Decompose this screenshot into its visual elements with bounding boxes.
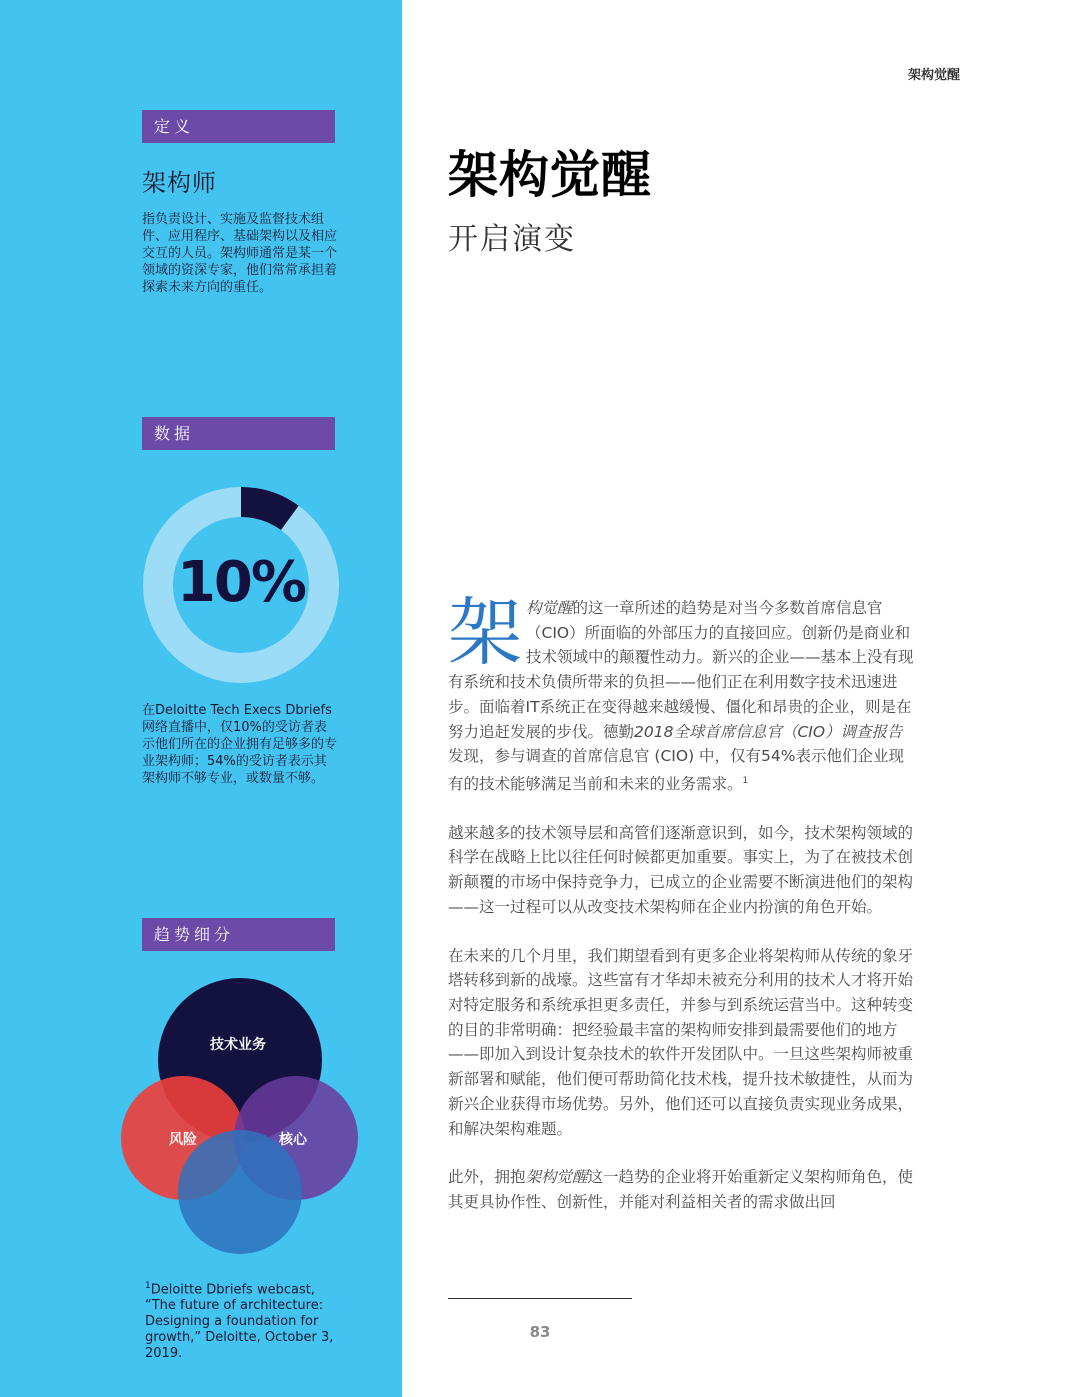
paragraph-1-text-b: 发现，参与调查的首席信息官 (CIO) 中，仅有54%表示他们企业现有的技术能够满足当前和未来的业务需求。	[448, 747, 904, 794]
definition-body: 指负责设计、实施及监督技术组件、应用程序、基础架构以及相应交互的人员。架构师通常是某一个领域的资深专家，他们常常承担着探索未来方向的重任。	[142, 212, 338, 295]
venn-diagram	[120, 978, 360, 1258]
paragraph-4-text-a: 此外，拥抱	[448, 1168, 526, 1187]
venn-label-tech-business: 技术业务	[210, 1037, 266, 1053]
trends-tag: 趋势细分	[142, 918, 335, 951]
footnote-text: Deloitte Dbriefs webcast, “The future of architecture: Designing a foundation for growth,” Deloitte, October 3, 2019.	[145, 1282, 334, 1362]
venn-label-core: 核心	[279, 1132, 307, 1148]
article-body	[448, 590, 918, 1239]
venn-label-risk: 风险	[169, 1132, 197, 1148]
paragraph-4-text-b: 这一趋势的企业将开始重新定义架构师角色，使其更具协作性、创新性，并能对利益相关者的需求做出回	[448, 1168, 914, 1211]
paragraph-1-footnote-ref: 1	[742, 775, 749, 786]
paragraph-3: 在未来的几个月里，我们期望看到有更多企业将架构师从传统的象牙塔转移到新的战壕。这些富有才华却未被充分利用的技术人才将开始对特定服务和系统承担更多责任，并参与到系统运营当中。这种转变的目的非常明确：把经验最丰富的架构师安排到最需要他们的地方——即加入到设计复杂技术的软件开发团队中。一旦这些架构师被重新部署和赋能，他们便可帮助简化技术栈，提升技术敏捷性，从而为新兴企业获得市场优势。另外，他们还可以直接负责实现业务成果，和解决架构难题。	[448, 946, 914, 1138]
page-subtitle: 开启演变	[448, 222, 576, 257]
venn-circle-bottom	[178, 1130, 302, 1254]
paragraph-4-italic: 架构觉醒	[525, 1168, 588, 1187]
paragraph-1-report-ref: 2018全球首席信息官（CIO）调查报告	[634, 722, 903, 741]
running-head: 架构觉醒	[907, 68, 960, 83]
footnote	[145, 1278, 345, 1362]
donut-slice	[241, 502, 290, 518]
paragraph-1-text-a: 的这一章所述的趋势是对当今多数首席信息官（CIO）所面临的外部压力的直接回应。创新仍是商业和技术领域中的颠覆性动力。新兴的企业——基本上没有现有系统和技术负债所带来的负担——他们正在利用数字技术迅速进步。面临着IT系统正在变得越来越缓慢、僵化和昂贵的企业，则是在努力追赶发展的步伐。德勤	[448, 599, 914, 741]
paragraph-2: 越来越多的技术领导层和高管们逐渐意识到，如今，技术架构领域的科学在战略上比以往任何时候都更加重要。事实上，为了在被技术创新颠覆的市场中保持竞争力，已成立的企业需要不断演进他们的架构——这一过程可以从改变技术架构师在企业内扮演的角色开始。	[448, 823, 914, 916]
definition-title: 架构师	[142, 169, 217, 197]
paragraph-1	[448, 590, 918, 797]
paragraph-1-italic-lead: 构觉醒	[526, 599, 573, 617]
data-tag: 数据	[142, 417, 335, 450]
dropcap: 架	[448, 590, 522, 676]
page-number: 83	[529, 1323, 551, 1341]
footnote-marker: 1	[145, 1281, 151, 1291]
paragraph-4	[448, 1165, 918, 1214]
donut-percent-label: 10%	[176, 550, 306, 615]
data-body: 在Deloitte Tech Execs Dbriefs网络直播中，仅10%的受访者表示他们所在的企业拥有足够多的专业架构师；54%的受访者表示其架构师不够专业，或数量不够。	[142, 703, 338, 786]
footnote-divider	[448, 1298, 632, 1299]
definition-tag: 定义	[142, 110, 335, 143]
page-title: 架构觉醒	[448, 146, 652, 204]
